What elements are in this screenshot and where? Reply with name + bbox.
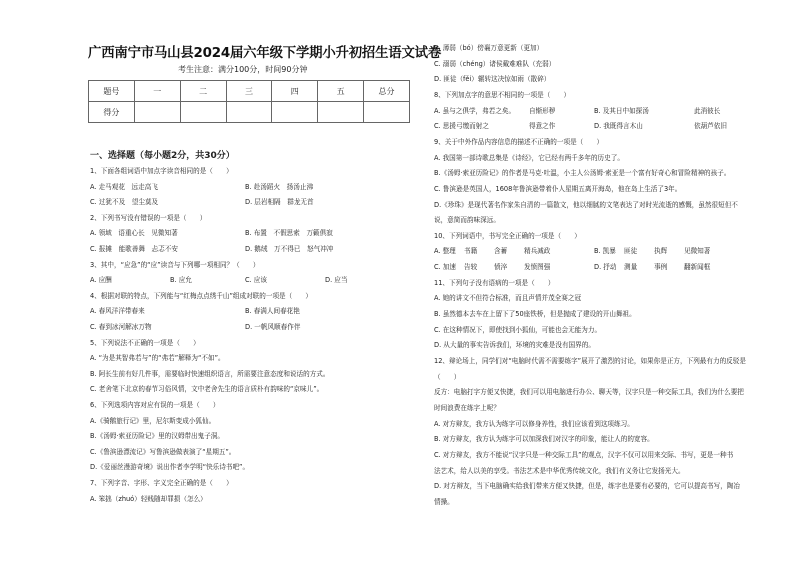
question-line: 9、关于中外作品内容信息的描述不正确的一项是（ ） bbox=[434, 137, 604, 146]
option-item: C. 报摊 能歌善舞 忐忑不安 bbox=[90, 245, 178, 253]
option-item: 得意之作 bbox=[529, 122, 556, 131]
option-item: B. 应允 bbox=[170, 276, 192, 285]
question-line: D.《珍珠》是现代著名作家朱自清的一篇散文，他以细腻的文笔表达了对时光流逝的感慨，虽然很短但不 bbox=[434, 200, 738, 209]
option-item: 事例 bbox=[654, 263, 668, 272]
option-item: 告较 bbox=[464, 263, 478, 272]
question-line: A. “为是其智弗若与”的“弗若”解释为“不如”。 bbox=[90, 354, 225, 363]
option-item: C. 春到冰河解冰万物 bbox=[90, 323, 152, 331]
question-line: C. 在这种情况下，即使找到小狐仙，可能也会无能为力。 bbox=[434, 325, 602, 334]
question-line: C. 对方辩友，我方不能说“汉字只是一种交际工具”的观点，汉字不仅可以用来交际、书写，更是一种书 bbox=[434, 450, 734, 459]
score-cell bbox=[318, 102, 364, 123]
question-line: B. 阿长生前有好几件事，需要临时快速组织语言，所需要注意态度和说话的方式。 bbox=[90, 369, 330, 378]
question-line: C. 鲁滨逊是英国人，1608年鲁滨逊带着仆人星期五离开海岛，他在岛上生活了3年。 bbox=[434, 184, 682, 193]
option-item: D. 我既得言木山 bbox=[594, 122, 643, 131]
option-item: C. 应该 bbox=[245, 276, 267, 285]
question-line: 4、根据对联的特点，下列能与“红梅点点绣千山”组成对联的一项是（ ） bbox=[90, 291, 313, 300]
option-item: C. 加速 bbox=[434, 263, 456, 272]
question-line: 12、辩论场上，同学们对“电脑时代需不需要练字”展开了激烈的讨论，如果你是正方，下列最有力的反驳是 bbox=[434, 357, 746, 365]
question-line: A.《骑鹅旅行记》里，尼尔斯变成小狐仙。 bbox=[90, 416, 216, 425]
question-line: 情操。 bbox=[434, 497, 454, 506]
option-item: A. 春风洋洋带春来 bbox=[90, 307, 145, 316]
score-cell bbox=[134, 102, 180, 123]
option-item: B. 凯暴 bbox=[594, 247, 616, 256]
option-item: A. 虽与之俱学，弗若之矣。 bbox=[434, 106, 516, 115]
question-line: D.《爱丽丝漫游奇境》说出作者李学明“快乐诗书吧”。 bbox=[90, 463, 250, 472]
score-header-cell: 二 bbox=[180, 81, 226, 102]
option-item: 翻新闻框 bbox=[684, 263, 711, 272]
option-item: 此消彼长 bbox=[694, 106, 721, 115]
option-item: C. 思援弓缴而射之 bbox=[434, 122, 489, 131]
question-line: 5、下列说法不正确的一项是（ ） bbox=[90, 338, 200, 347]
option-item: 见微知著 bbox=[684, 247, 711, 256]
option-item: 测量 bbox=[624, 263, 638, 272]
question-line: A. 对方辩友，我方认为练字可以修身养性，我们应该看到这项练习。 bbox=[434, 419, 634, 428]
option-item: A. 应酬 bbox=[90, 276, 112, 285]
score-cell bbox=[272, 102, 318, 123]
option-item: B. 春满人间春花艳 bbox=[245, 307, 300, 316]
question-line: 3、其中，“应急”的“应”读音与下列哪一项相同？（ ） bbox=[90, 260, 260, 269]
question-line: D. 对方辩友，当下电脑确实给我们带来方便又快捷，但是，练字也是要有必要的，它可以提高书写，陶冶 bbox=[434, 482, 740, 491]
question-line: C. 溺弱（chéng）诸侯戴难难队（充弱） bbox=[434, 59, 556, 68]
question-line: A. 我国第一部诗歌总集是《诗经》，它已经有两千多年的历史了。 bbox=[434, 153, 624, 162]
option-item: 含蓄 bbox=[494, 247, 508, 256]
question-line: A. 她的讲文不但符合标准，而且声情并茂全赛之冠 bbox=[434, 294, 582, 303]
score-header-cell: 题号 bbox=[89, 81, 135, 102]
question-line: 8、下列加点字的意思不相同的一项是（ ） bbox=[434, 90, 571, 99]
question-line: C. 老舍笔下北京的春节习俗风情，文中老舍先生的语言质朴有韵味的“京味儿”。 bbox=[90, 385, 324, 394]
question-line: A. 笨拙（zhuó）轻贱随却罪损（怎么） bbox=[90, 494, 207, 503]
question-line: 2、下列书写没有错误的一项是（ ） bbox=[90, 213, 207, 222]
option-item: D. 层岩相隔 群龙无首 bbox=[245, 198, 314, 207]
option-item: B. 赴汤蹈火 扬汤止沸 bbox=[245, 182, 314, 191]
question-line: B. 对方辩友，我方认为练字可以加深我们对汉字的印象，能让人的的宽容。 bbox=[434, 435, 654, 444]
option-item: C. 过犹不及 望尘莫及 bbox=[90, 198, 159, 207]
question-line: C.《鲁滨逊漂流记》写鲁滨逊做表演了“星期五”。 bbox=[90, 447, 236, 456]
question-line: B. 薄弱（bó）傍襄万意更新（更加） bbox=[434, 44, 544, 52]
question-line: 10、下列词语中，书写完全正确的一项是（ ） bbox=[434, 231, 581, 240]
question-line: B.《汤姆·索亚历险记》的作者是马克·吐温，小主人公汤姆·索亚是一个富有好奇心和冒险精神的孩子。 bbox=[434, 169, 731, 178]
question-line: 1、下面各组词语中加点字读音相同的是（ ） bbox=[90, 167, 233, 175]
score-table-header-row bbox=[89, 81, 410, 102]
option-item: 执辉 bbox=[654, 247, 668, 256]
option-item: 自惭形秽 bbox=[529, 106, 556, 115]
score-header-cell: 五 bbox=[318, 81, 364, 102]
option-item: A. 整理 bbox=[434, 247, 456, 256]
option-item: 愤淬 bbox=[494, 263, 508, 272]
question-line: 7、下列字音、字形、字义完全正确的是（ ） bbox=[90, 479, 233, 487]
question-line: 时间浪费在练字上呢？ bbox=[434, 403, 500, 412]
option-item: A. 走马观花 远走高飞 bbox=[90, 182, 158, 191]
exam-notice: 考生注意：满分100分，时间90分钟 bbox=[178, 65, 308, 74]
option-item: D. 应当 bbox=[325, 276, 348, 285]
score-header-cell: 四 bbox=[272, 81, 318, 102]
question-line: 6、下列选项内容对应有误的一项是（ ） bbox=[90, 401, 220, 409]
option-item: B. 布置 不假思索 万籁俱寂 bbox=[245, 229, 333, 238]
question-line: 11、下列句子没有语病的一项是（ ） bbox=[434, 278, 555, 287]
score-table bbox=[88, 80, 410, 123]
option-item: D. 鹅绒 万不得已 怒气冲冲 bbox=[245, 245, 334, 253]
question-line: 说，意简而韵味深远。 bbox=[434, 216, 500, 225]
question-line: 法艺术，给人以美的享受。书法艺术是中华优秀传统文化，我们有义务让它发扬光大。 bbox=[434, 466, 685, 475]
option-item: 书籍 bbox=[464, 247, 478, 256]
score-header-cell: 一 bbox=[134, 81, 180, 102]
option-item: 匪徒 bbox=[624, 247, 638, 256]
score-header-cell: 三 bbox=[226, 81, 272, 102]
question-line: B.《汤姆·索亚历险记》里的汉姆带出鬼子洞。 bbox=[90, 432, 224, 441]
option-item: D. 抒动 bbox=[594, 263, 617, 272]
score-table-score-row bbox=[89, 102, 410, 123]
option-item: 依葫芦依旧 bbox=[694, 122, 727, 131]
question-line: 反方：电脑打字方便又快捷，我们可以用电脑进行办公、聊天等，汉字只是一种交际工具，我们为什么要把 bbox=[434, 388, 744, 397]
option-item: 发愤图强 bbox=[524, 263, 551, 272]
question-line: D. 匪徒（fěi）辗转这决惊如雨（散碎） bbox=[434, 75, 551, 84]
score-cell bbox=[226, 102, 272, 123]
option-item: 精兵减政 bbox=[524, 247, 551, 256]
question-line: （ ） bbox=[434, 372, 461, 381]
score-cell bbox=[180, 102, 226, 123]
score-row-label: 得分 bbox=[89, 102, 135, 123]
option-item: B. 及其日中如探汤 bbox=[594, 106, 649, 115]
question-line: D. 从大量的事实告诉我们，环境的灾难是没有国界的。 bbox=[434, 341, 595, 350]
exam-title: 广西南宁市马山县2024届六年级下学期小升初招生语文试卷 bbox=[88, 46, 442, 61]
section-heading: 一、选择题（每小题2分，共30分） bbox=[90, 151, 235, 161]
score-cell bbox=[364, 102, 410, 123]
score-header-cell: 总分 bbox=[364, 81, 410, 102]
option-item: D. 一帆风顺春作伴 bbox=[245, 323, 301, 331]
option-item: A. 领域 语重心长 见微知著 bbox=[90, 229, 178, 238]
question-line: B. 虽然德本去车在上留下了50座铁桥，但是抛成了建设的开山舞祖。 bbox=[434, 310, 636, 319]
